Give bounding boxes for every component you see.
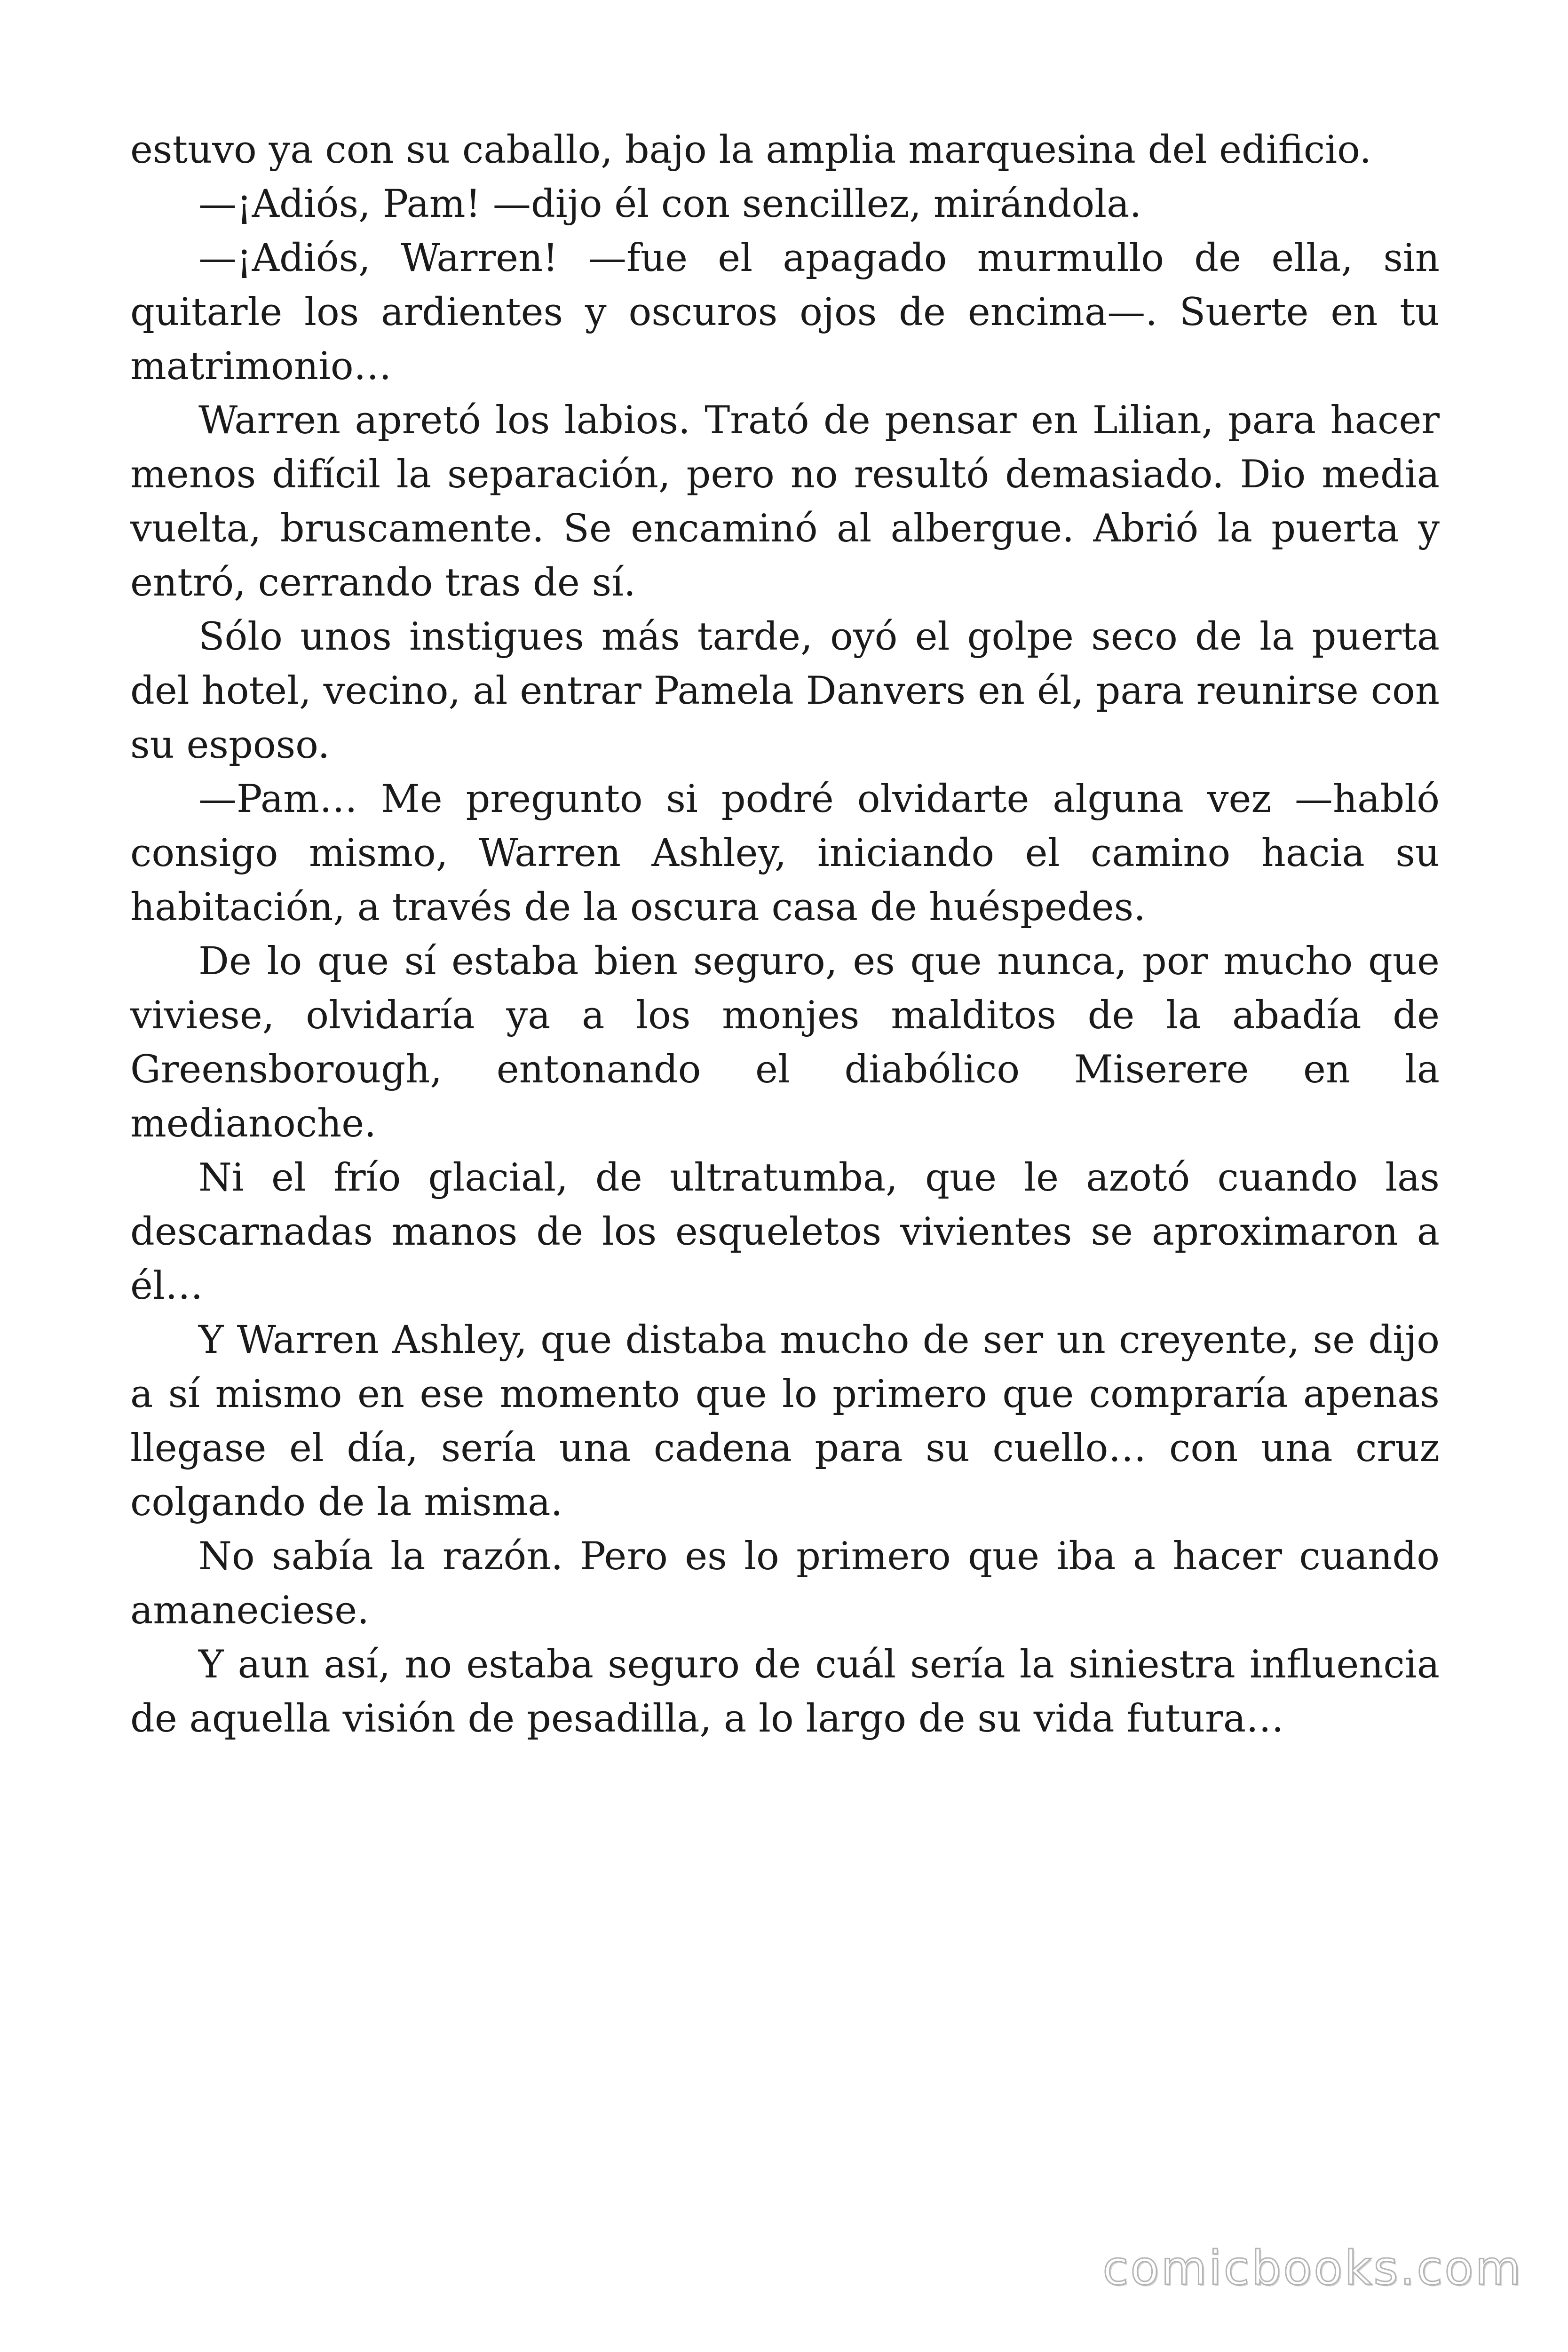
paragraph-1: estuvo ya con su caballo, bajo la amplia marquesina del edificio. xyxy=(130,128,1372,172)
paragraph-6: —Pam… Me pregunto si podré olvidarte alguna vez —habló consigo mismo, Warren Ashley, iniciando el camino hacia su habitación, a través de la oscura casa de huéspedes. xyxy=(130,777,1440,930)
paragraph-11: Y aun así, no estaba seguro de cuál sería la siniestra influencia de aquella visión de pesadilla, a lo largo de su vida futura… xyxy=(130,1643,1440,1741)
paragraph-5: Sólo unos instigues más tarde, oyó el golpe seco de la puerta del hotel, vecino, al entrar Pamela Danvers en él, para reunirse con su esposo. xyxy=(130,615,1440,767)
paragraph-2: —¡Adiós, Pam! —dijo él con sencillez, mirándola. xyxy=(198,182,1142,226)
page-body xyxy=(130,123,1440,1746)
watermark: comicbooks.com xyxy=(1102,2241,1523,2296)
paragraph-3: —¡Adiós, Warren! —fue el apagado murmullo de ella, sin quitarle los ardientes y oscuros ojos de encima—. Suerte en tu matrimonio… xyxy=(130,236,1440,389)
paragraph-9: Y Warren Ashley, que distaba mucho de ser un creyente, se dijo a sí mismo en ese momento que lo primero que compraría apenas llegase el día, sería una cadena para su cuello… con una cruz colgando de la misma. xyxy=(130,1318,1440,1525)
paragraph-10: No sabía la razón. Pero es lo primero que iba a hacer cuando amaneciese. xyxy=(130,1534,1440,1633)
paragraph-7: De lo que sí estaba bien seguro, es que nunca, por mucho que viviese, olvidaría ya a los monjes malditos de la abadía de Greensborough, entonando el diabólico Miserere en la medianoche. xyxy=(130,939,1440,1146)
paragraph-4: Warren apretó los labios. Trató de pensar en Lilian, para hacer menos difícil la separación, pero no resultó demasiado. Dio media vuelta, bruscamente. Se encaminó al albergue. Abrió la puerta y entró, cerrando tras de sí. xyxy=(130,398,1440,605)
paragraph-8: Ni el frío glacial, de ultratumba, que le azotó cuando las descarnadas manos de los esqueletos vivientes se aproximaron a él… xyxy=(130,1156,1440,1308)
